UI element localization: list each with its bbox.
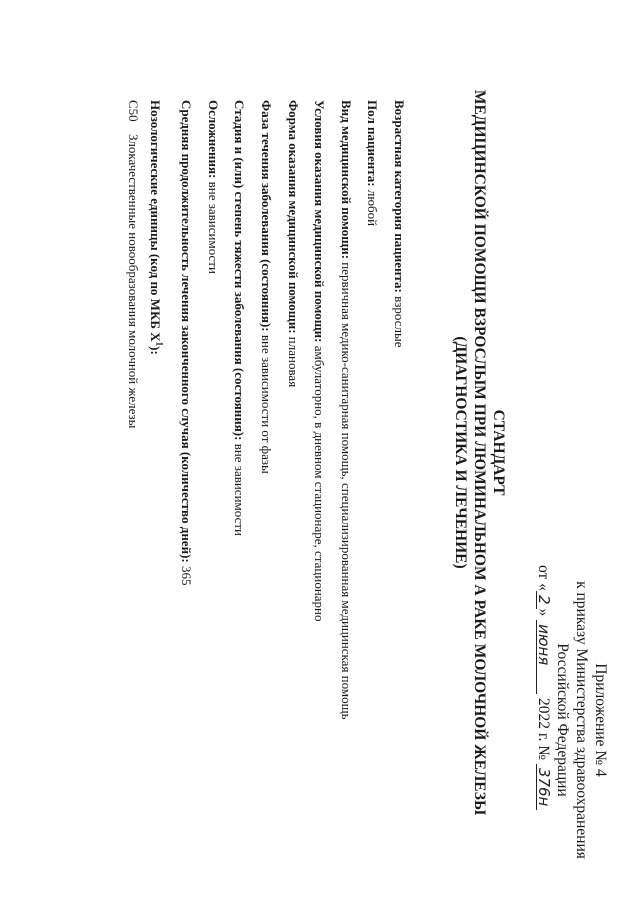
nosology-label-text: Нозологические единицы (код по МКБ X xyxy=(148,100,164,342)
stage-value: вне зависимости xyxy=(232,443,248,536)
appendix-header xyxy=(534,555,610,885)
conditions-label: Условия оказания медицинской помощи: xyxy=(312,100,328,343)
form-value: плановая xyxy=(285,336,301,388)
sex-label: Пол пациента: xyxy=(365,100,381,187)
title-line-3: (ДИАГНОСТИКА И ЛЕЧЕНИЕ) xyxy=(452,336,469,569)
field-duration xyxy=(173,100,200,890)
title-line-2: МЕДИЦИНСКОЙ ПОМОЩИ ВЗРОСЛЫМ ПРИ ЛЮМИНАЛЬНОМ А РАКЕ МОЛОЧНОЙ ЖЕЛЕЗЫ xyxy=(471,89,488,816)
complications-value: вне зависимости xyxy=(205,181,221,274)
nosology-footnote-mark: 1 xyxy=(154,341,165,347)
handwritten-number: 376н xyxy=(536,764,551,810)
form-label: Форма оказания медицинской помощи: xyxy=(285,100,301,334)
standard-fields xyxy=(120,100,412,890)
title-line-1: СТАНДАРТ xyxy=(490,409,507,496)
icd-code: C50 xyxy=(126,100,142,122)
nosology-entry xyxy=(120,100,146,890)
field-stage xyxy=(226,100,253,890)
date-quote: » xyxy=(535,608,552,617)
appendix-title: Приложение № 4 xyxy=(592,663,609,777)
phase-value: вне зависимости от фазы xyxy=(259,334,275,474)
duration-label: Средняя продолжительность лечения законченного случая (количество дней): xyxy=(179,100,195,563)
standard-title xyxy=(451,0,508,905)
federation-name: Российской Федерации xyxy=(554,643,571,797)
handwritten-month: июня xyxy=(536,620,551,694)
complications-label: Осложнения: xyxy=(205,100,221,179)
field-complications xyxy=(199,100,226,890)
handwritten-day: 2 xyxy=(536,591,551,609)
duration-value: 365 xyxy=(179,565,195,586)
age-label: Возрастная категория пациента: xyxy=(392,100,407,293)
nosology-label xyxy=(148,100,163,355)
icd-description: Злокачественные новообразования молочной железы xyxy=(126,134,142,429)
field-phase xyxy=(252,100,279,890)
field-form xyxy=(279,100,306,890)
age-value: взрослые xyxy=(392,296,407,348)
conditions-value: амбулаторно, в дневном стационаре, стационарно xyxy=(312,345,328,622)
order-date-line xyxy=(534,555,553,885)
stage-label: Стадия и (или) степень тяжести заболевания (состояния): xyxy=(232,100,248,441)
care-type-label: Вид медицинской помощи: xyxy=(338,100,354,260)
field-nosology xyxy=(146,100,173,890)
phase-label: Фаза течения заболевания (состояния): xyxy=(259,100,275,332)
nosology-label-end: ): xyxy=(148,346,164,355)
field-conditions xyxy=(306,100,333,890)
field-sex xyxy=(359,100,386,890)
year-text: 2022 г. № xyxy=(535,698,552,761)
date-prefix: от « xyxy=(535,565,552,591)
order-ref: к приказу Министерства здравоохранения xyxy=(573,581,590,859)
field-age xyxy=(385,100,412,890)
sex-value: любой xyxy=(365,189,381,227)
care-type-value: первичная медико-санитарная помощь, специализированная медицинская помощь xyxy=(338,262,354,720)
field-care-type xyxy=(332,100,359,890)
